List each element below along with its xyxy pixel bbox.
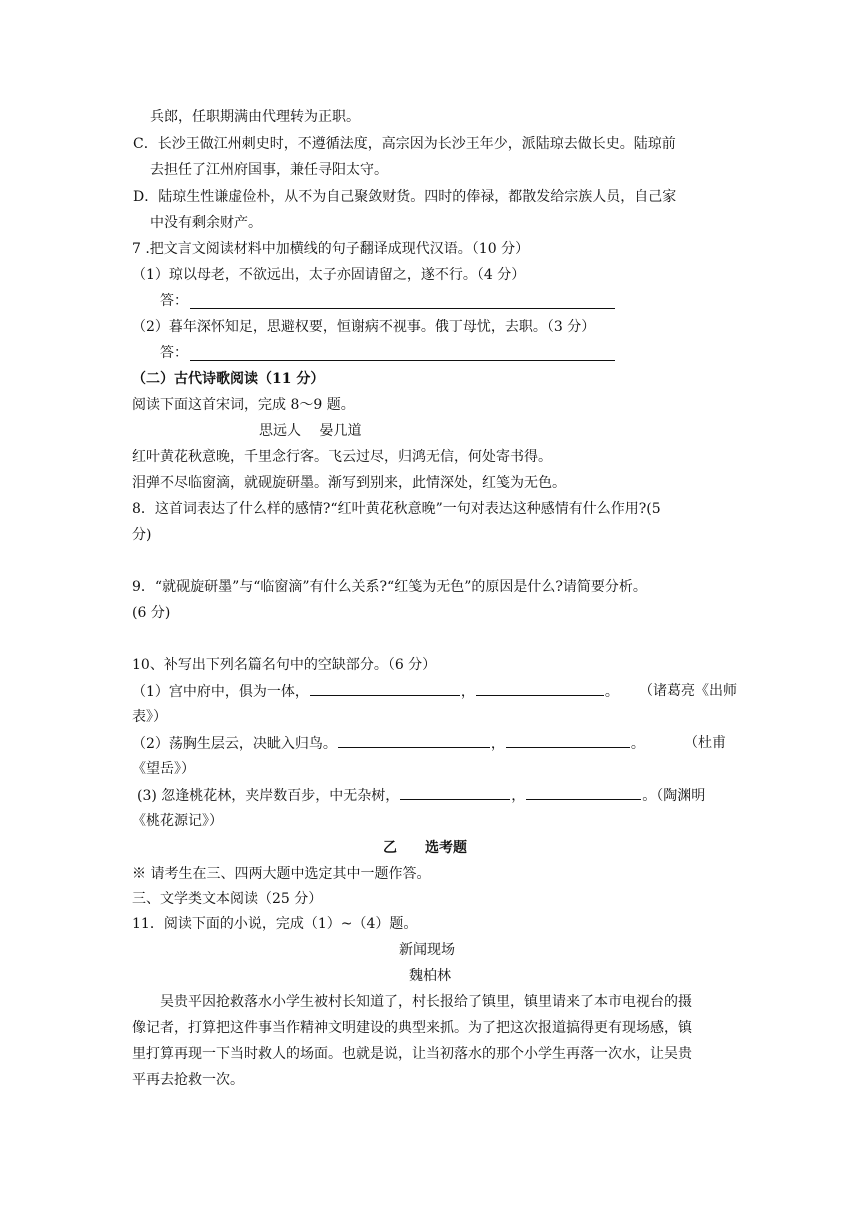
q10-prompt: 10、补写出下列名篇名句中的空缺部分。（6 分） bbox=[132, 657, 437, 673]
q10-item3-source: 。（陶渊明 bbox=[642, 788, 706, 804]
story-title: 新闻现场 bbox=[399, 942, 455, 958]
section-poetry-heading: （二）古代诗歌阅读（11 分） bbox=[132, 371, 325, 387]
q10-item2 bbox=[132, 733, 645, 754]
section-yi-note: ※ 请考生在三、四两大题中选定其中一题作答。 bbox=[132, 866, 431, 882]
separator: 。 bbox=[604, 684, 619, 700]
fill-blank[interactable] bbox=[506, 733, 630, 748]
q10-item1-text: （1）宫中府中，俱为一体， bbox=[132, 684, 309, 700]
fill-blank[interactable] bbox=[338, 733, 490, 748]
q10-item3-text: (3) 忽逢桃花林，夹岸数百步，中无杂树， bbox=[137, 788, 400, 804]
separator: ， bbox=[460, 684, 475, 700]
q9-line2: (6 分) bbox=[132, 605, 171, 621]
q11-prompt: 11．阅读下面的小说，完成（1）~（4）题。 bbox=[132, 916, 418, 932]
answer-line-1[interactable] bbox=[190, 308, 615, 309]
poem-line-1: 红叶黄花秋意晚，千里念行客。飞云过尽，归鸿无信，何处寄书得。 bbox=[132, 449, 552, 465]
answer-line-2[interactable] bbox=[190, 360, 615, 361]
answer-label-1: 答： bbox=[160, 293, 188, 309]
story-line-3: 里打算再现一下当时救人的场面。也就是说，让当初落水的那个小学生再落一次水，让吴贵 bbox=[132, 1046, 692, 1062]
q10-item2-source: （杜甫 bbox=[684, 735, 726, 751]
fill-blank[interactable] bbox=[476, 681, 604, 696]
q9-line1: 9．“就砚旋研墨”与“临窗滴”有什么关系?“红笺为无色”的原因是什么?请简要分析。 bbox=[132, 579, 647, 595]
poem-title: 思远人 晏几道 bbox=[259, 423, 362, 439]
q8-line2: 分) bbox=[132, 527, 152, 543]
q10-item2-source-cont: 《望岳》） bbox=[132, 761, 195, 777]
section-literary-heading: 三、文学类文本阅读（25 分） bbox=[132, 891, 323, 907]
q10-item1 bbox=[132, 681, 619, 702]
poem-line-2: 泪弹不尽临窗滴，就砚旋研墨。渐写到别来，此情深处，红笺为无色。 bbox=[132, 475, 566, 491]
q8-line1: 8．这首词表达了什么样的感情?“红叶黄花秋意晚”一句对表达这种感情有什么作用?(5 bbox=[132, 501, 661, 517]
poetry-instruction: 阅读下面这首宋词，完成 8～9 题。 bbox=[132, 397, 355, 413]
q10-item3 bbox=[137, 785, 705, 806]
option-d-line1: D．陆琼生性谦虚俭朴，从不为自己聚敛财货。四时的俸禄，都散发给宗族人员，自己家 bbox=[133, 189, 677, 205]
story-line-1: 吴贵平因抢救落水小学生被村长知道了，村长报给了镇里，镇里请来了本市电视台的摄 bbox=[160, 994, 692, 1010]
option-c-line1: C．长沙王做江州刺史时，不遵循法度，高宗因为长沙王年少，派陆琼去做长史。陆琼前 bbox=[133, 136, 676, 152]
q10-item2-text: （2）荡胸生层云，决眦入归鸟。 bbox=[132, 736, 337, 752]
section-yi-heading: 乙 选考题 bbox=[383, 840, 467, 856]
story-line-2: 像记者，打算把这件事当作精神文明建设的典型来抓。为了把这次报道搞得更有现场感，镇 bbox=[132, 1020, 692, 1036]
separator: ， bbox=[490, 736, 505, 752]
story-line-4: 平再去抢救一次。 bbox=[132, 1072, 244, 1088]
option-d-line2: 中没有剩余财产。 bbox=[150, 215, 262, 231]
fill-blank[interactable] bbox=[310, 681, 460, 696]
q7-item1: （1）琼以母老，不欲远出，太子亦固请留之，遂不行。（4 分） bbox=[132, 267, 526, 283]
q10-item1-source-cont: 表》） bbox=[132, 709, 167, 725]
answer-label-2: 答： bbox=[160, 345, 188, 361]
q7-prompt: 7 .把文言文阅读材料中加横线的句子翻译成现代汉语。（10 分） bbox=[132, 241, 530, 257]
option-b-cont: 兵郎，任职期满由代理转为正职。 bbox=[150, 109, 360, 125]
q10-item3-source-cont: 《桃花源记》） bbox=[132, 813, 223, 829]
q10-item1-source: （诸葛亮《出师 bbox=[639, 683, 737, 699]
separator: 。 bbox=[630, 736, 645, 752]
fill-blank[interactable] bbox=[400, 785, 510, 800]
fill-blank[interactable] bbox=[526, 785, 641, 800]
option-c-line2: 去担任了江州府国事，兼任寻阳太守。 bbox=[150, 162, 388, 178]
separator: ， bbox=[511, 788, 526, 804]
q7-item2: （2）暮年深怀知足，思避权要，恒谢病不视事。俄丁母忧，去职。（3 分） bbox=[132, 319, 596, 335]
story-author: 魏柏林 bbox=[409, 968, 451, 984]
